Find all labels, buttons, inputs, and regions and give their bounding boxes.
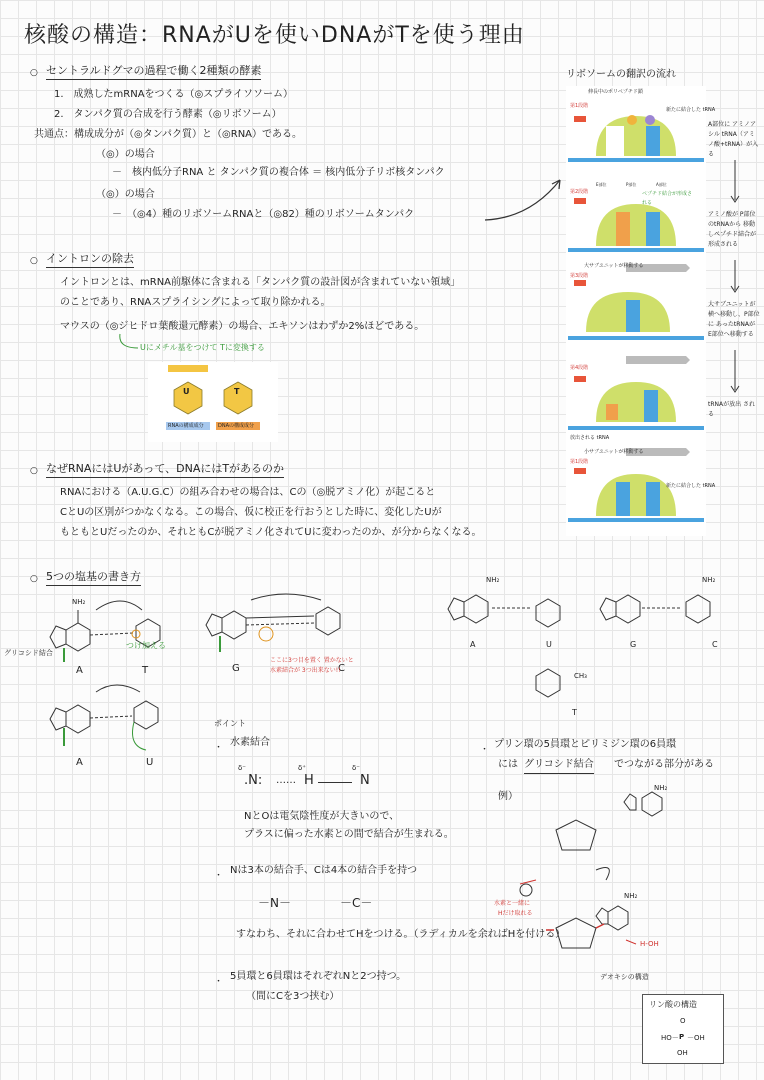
phosphate-p: P: [679, 1033, 685, 1041]
purine-line2-underlined: グリコシド結合: [524, 758, 594, 774]
fig-u-label: U: [183, 387, 190, 396]
section1-item2: 2. タンパク質の合成を行う酵素（◎リボソーム）: [54, 109, 282, 120]
purine-red-note1: 水素と一緒に: [494, 900, 531, 907]
section3-line1: RNAにおける（A.U.G.C）の組み合わせの場合は、Cの（◎脱アミノ化）が起こると: [60, 487, 436, 498]
hb-h: H: [304, 773, 314, 788]
section1-heading: セントラルドグマの過程で働く2種類の酵素: [46, 64, 261, 80]
section4-heading: 5つの塩基の書き方: [46, 570, 141, 586]
page-title: 核酸の構造：RNAがUを使いDNAがTを使う理由: [24, 23, 525, 48]
right-label-u: U: [546, 640, 552, 649]
phosphate-box: [642, 994, 724, 1064]
nh2-label: NH₂: [72, 598, 86, 606]
ribo-step5: 第1段階: [570, 459, 589, 465]
ribo-released: 放出される tRNA: [570, 435, 610, 441]
section1-item1: 1. 成熟したmRNAをつくる（◎スプライソソーム）: [54, 89, 293, 100]
ribo-large-subunit: 大サブユニットが移動する: [584, 263, 644, 269]
phosphate-oh: －OH: [687, 1034, 705, 1042]
purine-line2-post: でつながる部分がある: [614, 759, 714, 770]
bullet-icon: ○: [30, 466, 38, 476]
point1: 水素結合: [230, 737, 270, 748]
nucleoside-sketch: [496, 780, 716, 990]
right-label-g: G: [630, 640, 637, 649]
hb-n-right: N: [360, 773, 370, 788]
n-symbol: －N－: [258, 896, 291, 910]
purine-line2-pre: には: [498, 759, 518, 770]
purine-red-note2: Hだけ取れる: [498, 910, 533, 917]
bullet-icon: ・: [480, 745, 490, 755]
pair-label-a: A: [76, 665, 83, 676]
sugar-label: デオキシの構造: [600, 973, 649, 981]
ribo-step4: 第4段階: [570, 365, 589, 371]
ch3-label: CH₃: [574, 672, 587, 680]
purine-nh2-2: NH₂: [624, 892, 638, 900]
ribo-teal-note: ペプチド結合が形成される: [642, 191, 693, 206]
hb-bond-line: [318, 782, 352, 783]
section3-heading: なぜRNAにはUがあって、DNAにはTがあるのか: [46, 462, 284, 478]
hb-dots: ……: [276, 775, 296, 786]
bases-sketch-right: [440, 578, 730, 718]
section2-line1: イントロンとは、mRNA前駆体に含まれる「タンパク質の設計図が含まれていない領域」: [60, 277, 461, 288]
fig-t-label: T: [234, 387, 240, 396]
section1-case1-detail: － 核内低分子RNA と タンパク質の複合体 ＝ 核内低分子リボ核タンパク: [112, 167, 445, 178]
point2: Nは3本の結合手、Cは4本の結合手を持つ: [230, 865, 418, 876]
pair-label-g: G: [232, 663, 240, 674]
ribo-new-trna: 新たに結合した tRNA: [666, 107, 716, 113]
ribosome-title: リボソームの翻訳の流れ: [566, 69, 676, 80]
right-label-t: T: [572, 708, 577, 717]
phosphate-o: O: [680, 1017, 686, 1025]
bullet-icon: ・: [214, 977, 224, 987]
ribo-new-trna-2: 新たに結合した tRNA: [666, 483, 716, 489]
ribo-note3: 大サブユニットが 横へ移動し、P部位に あったtRNAが E部位へ移動する: [708, 301, 760, 338]
purine-example: 例）: [498, 791, 518, 802]
adenine-uracil-structure: [36, 676, 186, 756]
ribosome-diagram: [566, 86, 706, 536]
bullet-icon: ・: [214, 743, 224, 753]
section2-line3: マウスの（◎ジヒドロ葉酸還元酵素）の場合、エキソンはわずか2%ほどである。: [60, 321, 425, 332]
right-label-a: A: [470, 640, 476, 649]
bullet-icon: ・: [214, 871, 224, 881]
bullet-icon: ○: [30, 256, 38, 266]
ribo-step2: 第2段階: [570, 189, 589, 195]
bullet-icon: ○: [30, 68, 38, 78]
point2-note: すなわち、それに合わせてHをつける。（ラディカルを余ればHを付ける）: [236, 929, 566, 940]
point3-note: （間にCを3つ挟む）: [246, 991, 340, 1002]
section1-common: 共通点：構成成分が（◎タンパク質）と（◎RNA）である。: [34, 129, 303, 140]
purine-nh2: NH₂: [654, 784, 668, 792]
green-note-methyl: Uにメチル基をつけて Tに変換する: [140, 343, 265, 352]
points-heading: ポイント: [214, 719, 246, 728]
green-curve-icon: [112, 332, 142, 354]
section1-case2: （◎）の場合: [96, 189, 155, 200]
section1-case2-detail: － （◎4）種のリボソームRNAと（◎82）種のリボソームタンパク: [112, 209, 415, 220]
ribo-flow-arrows: [728, 160, 742, 420]
ribo-note1: A部位に アミノアシル tRNA（アミノ酸+tRNA）が入る: [708, 121, 759, 158]
ribo-site-a: A部位: [656, 182, 667, 187]
purine-h-oh: H-OH: [640, 940, 659, 948]
fig-t-caption: DNAの構成成分: [218, 423, 255, 429]
phosphate-oh-bottom: OH: [677, 1049, 688, 1057]
glycosidic-label: グリコシド結合: [4, 649, 53, 657]
ribo-step3: 第3段階: [570, 273, 589, 279]
purine-line1: プリン環の5員環とピリミジン環の6員環: [494, 739, 677, 750]
phosphate-title: リン酸の構造: [649, 1000, 697, 1009]
ribo-note4: tRNAが放出 される: [708, 401, 756, 418]
section2-heading: イントロンの除去: [46, 252, 134, 268]
hb-n-left: .N:: [244, 773, 263, 788]
right-label-c: C: [712, 640, 718, 649]
pair-label-t: T: [142, 665, 149, 676]
hb-delta-right: δ⁻: [352, 764, 360, 772]
phosphate-ho: HO－: [661, 1034, 679, 1042]
hb-delta-mid: δ⁺: [298, 764, 306, 772]
section3-line3: もともとUだったのか、それともCが脱アミノ化されてUに変わったのか、が分からなくなる。: [60, 527, 482, 538]
point3: 5員環と6員環はそれぞれNと2つ持つ。: [230, 971, 407, 982]
ribo-polypeptide: 伸長中のポリペプチド鎖: [588, 89, 643, 95]
ribo-site-p: P部位: [626, 182, 637, 187]
nh2-label-right2: NH₂: [702, 576, 716, 584]
section2-line2: のことであり、RNAスプライシングによって取り除かれる。: [60, 297, 331, 308]
green-note-at: つけ加える: [126, 641, 166, 650]
ribo-small-subunit: 小サブユニットが移動する: [584, 449, 644, 455]
point1-note2: プラスに偏った水素との間で結合が生まれる。: [244, 829, 454, 840]
bullet-icon: ○: [30, 574, 38, 584]
ribosome-figure: [566, 86, 716, 536]
red-note-gc: ここに3つ目を置く 置かないと水素結合が 3つ出来ない!!: [270, 657, 354, 674]
pair-label-a2: A: [76, 757, 83, 768]
c-symbol: －C－: [340, 896, 373, 910]
uracil-thymine-figure: [148, 362, 278, 442]
adenine-thymine-structure: [36, 590, 186, 680]
nh2-label-right: NH₂: [486, 576, 500, 584]
fig-u-caption: RNAの構成成分: [168, 423, 204, 429]
section1-case1: （◎）の場合: [96, 149, 155, 160]
pair-label-c: C: [338, 663, 345, 674]
pair-label-u: U: [146, 757, 154, 768]
ribo-note2: アミノ酸が P部位のtRNAから 移動しペプチド結合が 形成される: [708, 211, 757, 248]
ribo-step1: 第1段階: [570, 103, 589, 109]
point1-note1: NとOは電気陰性度が大きいので、: [244, 811, 400, 822]
ribo-site-e: E部位: [596, 182, 607, 187]
hb-delta-left: δ⁻: [238, 764, 246, 772]
arrow-to-ribosome: [480, 170, 570, 230]
section3-line2: CとUの区別がつかなくなる。この場合、仮に校正を行おうとした時に、変化したUが: [60, 507, 442, 518]
